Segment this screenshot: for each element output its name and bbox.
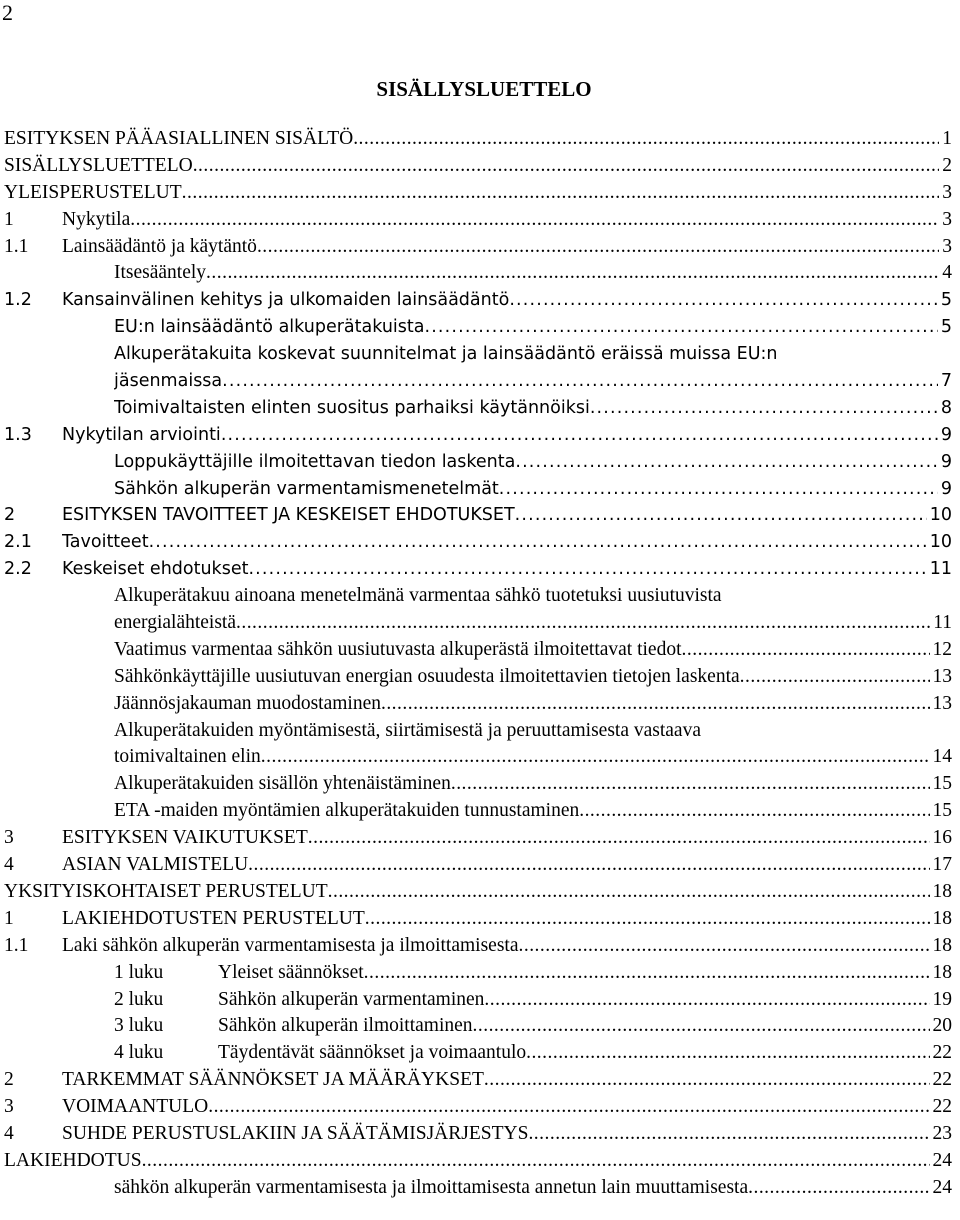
toc-entry-page: 22 [932, 1069, 952, 1091]
toc-entry-page: 18 [932, 880, 952, 902]
toc-entry-title: Vaatimus varmentaa sähkön uusiutuvasta alkuperästä ilmoitettavat tiedot [114, 638, 682, 660]
toc-entry-title: Jäännösjakauman muodostaminen [114, 692, 381, 714]
toc-entry-page: 7 [940, 371, 952, 392]
toc-entry[interactable] [4, 1094, 952, 1121]
toc-leader-dots [451, 771, 930, 798]
toc-entry[interactable] [4, 1175, 952, 1202]
toc-entry-title: Sähkön alkuperän varmentamismenetelmät [114, 478, 499, 499]
toc-entry[interactable] [4, 234, 952, 261]
toc-entry[interactable] [4, 395, 952, 422]
toc-entry-page: 10 [929, 532, 952, 553]
toc-leader-dots [261, 744, 930, 771]
toc-leader-dots [222, 368, 938, 395]
toc-entry-page: 9 [940, 451, 952, 472]
toc-entry-title: Yleiset säännökset [218, 961, 364, 983]
toc-entry-page: 11 [933, 612, 952, 634]
toc-entry-title: ASIAN VALMISTELU [62, 854, 249, 876]
toc-leader-dots [682, 637, 930, 664]
toc-entry-number: 1 luku [114, 961, 164, 983]
toc-entry[interactable] [4, 718, 952, 745]
toc-entry-page: 18 [932, 934, 952, 956]
toc-entry[interactable] [4, 476, 952, 503]
toc-leader-dots [381, 691, 930, 718]
toc-entry-title: ESITYKSEN VAIKUTUKSET [62, 827, 308, 849]
toc-entry-title: Tavoitteet [62, 532, 149, 553]
toc-entry-number: 2 [4, 1069, 14, 1091]
toc-leader-dots [748, 1175, 929, 1202]
toc-entry-title: Loppukäyttäjille ilmoitettavan tiedon laskenta [114, 451, 516, 472]
toc-entry-number: 2 [4, 505, 16, 526]
toc-entry-title: Kansainvälinen kehitys ja ulkomaiden lainsäädäntö [62, 290, 510, 311]
toc-entry[interactable] [4, 180, 952, 207]
toc-entry[interactable] [4, 529, 952, 556]
toc-leader-dots [740, 664, 930, 691]
toc-entry-title: Sähkön alkuperän ilmoittaminen [218, 1015, 473, 1037]
toc-entry-title: Sähkönkäyttäjille uusiutuvan energian osuudesta ilmoitettavien tietojen laskenta [114, 665, 740, 687]
toc-entry-title: jäsenmaissa [114, 371, 223, 392]
toc-leader-dots [590, 395, 938, 422]
toc-entry-page: 19 [932, 988, 952, 1010]
toc-entry-number: 4 [4, 854, 14, 876]
toc-entry-title: Alkuperätakuita koskevat suunnitelmat ja lainsäädäntö eräissä muissa EU:n [114, 344, 778, 365]
toc-entry-page: 13 [932, 665, 952, 687]
toc-entry-title: Keskeiset ehdotukset [62, 559, 249, 580]
toc-entry-page: 3 [942, 181, 952, 203]
toc-leader-dots [257, 234, 939, 261]
toc-entry-page: 24 [932, 1176, 952, 1198]
toc-leader-dots [193, 153, 940, 180]
toc-entry-page: 9 [940, 478, 952, 499]
toc-entry[interactable] [4, 610, 952, 637]
toc-leader-dots [528, 1121, 929, 1148]
toc-entry[interactable] [4, 368, 952, 395]
toc-leader-dots [206, 260, 939, 287]
toc-entry-number: 2.1 [4, 532, 32, 553]
toc-entry-number: 1.3 [4, 424, 32, 445]
toc-entry[interactable] [4, 1013, 952, 1040]
toc-entry[interactable] [4, 153, 952, 180]
toc-entry-title: Nykytilan arviointi [62, 424, 221, 445]
toc-entry[interactable] [4, 449, 952, 476]
toc-entry-page: 20 [932, 1015, 952, 1037]
toc-entry-page: 13 [932, 692, 952, 714]
toc-entry[interactable] [4, 207, 952, 234]
toc-entry-page: 22 [932, 1042, 952, 1064]
toc-entry[interactable] [4, 287, 952, 314]
toc-entry-title: ETA -maiden myöntämien alkuperätakuiden tunnustaminen [114, 800, 580, 822]
toc-leader-dots [308, 825, 930, 852]
toc-leader-dots [221, 422, 938, 449]
toc-entry[interactable] [4, 664, 952, 691]
toc-entry[interactable] [4, 341, 952, 368]
toc-entry-title: Alkuperätakuiden sisällön yhtenäistäminen [114, 773, 451, 795]
toc-entry-number: 3 [4, 827, 14, 849]
toc-entry[interactable] [4, 1067, 952, 1094]
toc-entry-title: YLEISPERUSTELUT [4, 181, 182, 203]
toc-entry-page: 5 [940, 317, 952, 338]
toc-entry-title: Alkuperätakuu ainoana menetelmänä varmentaa sähkö tuotetuksi uusiutuvista [114, 585, 722, 607]
toc-entry[interactable] [4, 126, 952, 153]
toc-entry-page: 1 [942, 128, 952, 149]
toc-title: SISÄLLYSLUETTELO [376, 77, 592, 101]
toc-entry[interactable] [4, 1040, 952, 1067]
toc-entry[interactable] [4, 744, 952, 771]
table-of-contents [4, 126, 952, 1202]
toc-entry-page: 12 [932, 638, 952, 660]
toc-entry[interactable] [4, 422, 952, 449]
toc-entry-page: 17 [932, 854, 952, 876]
page-number: 2 [2, 0, 13, 25]
toc-entry-number: 1.1 [4, 934, 29, 956]
toc-entry-page: 15 [932, 773, 952, 795]
toc-entry-title: Toimivaltaisten elinten suositus parhaiksi käytännöiksi [114, 397, 590, 418]
toc-entry-number: 1.2 [4, 290, 32, 311]
toc-entry-page: 5 [940, 290, 952, 311]
toc-entry-title: energialähteistä [114, 612, 236, 634]
toc-entry[interactable] [4, 1121, 952, 1148]
toc-entry[interactable] [4, 879, 952, 906]
toc-leader-dots [484, 1067, 930, 1094]
toc-entry[interactable] [4, 933, 952, 960]
toc-leader-dots [424, 314, 937, 341]
toc-entry[interactable] [4, 314, 952, 341]
toc-leader-dots [484, 987, 929, 1014]
toc-leader-dots [353, 126, 939, 153]
toc-entry-title: LAKIEHDOTUSTEN PERUSTELUT [62, 907, 365, 929]
toc-entry-title: Alkuperätakuiden myöntämisestä, siirtämisestä ja peruuttamisesta vastaava [114, 719, 701, 741]
toc-entry-title: EU:n lainsäädäntö alkuperätakuista [114, 317, 425, 338]
toc-leader-dots [130, 207, 939, 234]
toc-entry-number: 2 luku [114, 988, 164, 1010]
toc-entry-title: ESITYKSEN PÄÄASIALLINEN SISÄLTÖ [4, 128, 354, 149]
toc-entry-page: 3 [942, 235, 952, 257]
toc-entry-title: TARKEMMAT SÄÄNNÖKSET JA MÄÄRÄYKSET [62, 1069, 484, 1091]
toc-leader-dots [182, 180, 940, 207]
toc-entry-number: 1 [4, 208, 14, 230]
toc-entry-title: VOIMAANTULO [62, 1096, 209, 1118]
toc-entry-page: 8 [940, 397, 952, 418]
toc-entry-page: 9 [940, 424, 952, 445]
toc-entry-page: 24 [932, 1149, 952, 1171]
toc-leader-dots [509, 287, 938, 314]
toc-leader-dots [328, 879, 930, 906]
toc-leader-dots [248, 852, 929, 879]
toc-entry-page: 23 [932, 1122, 952, 1144]
toc-entry-title: Itsesääntely [114, 262, 207, 284]
toc-leader-dots [208, 1094, 929, 1121]
toc-entry-title: ESITYKSEN TAVOITTEET JA KESKEISET EHDOTUKSET [62, 505, 515, 526]
toc-entry-page: 16 [932, 827, 952, 849]
toc-entry-number: 3 luku [114, 1015, 164, 1037]
toc-entry-title: sähkön alkuperän varmentamisesta ja ilmoittamisesta annetun lain muuttamisesta [114, 1176, 749, 1198]
toc-leader-dots [142, 1148, 930, 1175]
toc-entry-title: LAKIEHDOTUS [4, 1149, 142, 1171]
toc-entry-page: 18 [932, 907, 952, 929]
toc-leader-dots [365, 906, 930, 933]
toc-entry-page: 18 [932, 961, 952, 983]
toc-entry[interactable] [4, 987, 952, 1014]
toc-entry-number: 1.1 [4, 235, 29, 257]
toc-leader-dots [499, 476, 938, 503]
toc-entry-title: Nykytila [62, 208, 131, 230]
toc-entry-page: 22 [932, 1096, 952, 1118]
toc-entry-title: YKSITYISKOHTAISET PERUSTELUT [4, 880, 328, 902]
toc-entry[interactable] [4, 1148, 952, 1175]
toc-entry[interactable] [4, 906, 952, 933]
toc-entry-number: 2.2 [4, 559, 32, 580]
toc-entry[interactable] [4, 583, 952, 610]
toc-entry[interactable] [4, 798, 952, 825]
toc-entry-page: 15 [932, 800, 952, 822]
toc-leader-dots [515, 502, 927, 529]
toc-leader-dots [526, 1040, 929, 1067]
toc-leader-dots [364, 960, 930, 987]
toc-entry[interactable] [4, 260, 952, 287]
toc-entry[interactable] [4, 771, 952, 798]
toc-leader-dots [519, 933, 930, 960]
toc-entry-number: 1 [4, 907, 14, 929]
toc-entry-page: 2 [942, 154, 952, 176]
toc-entry-page: 4 [942, 262, 952, 284]
toc-entry-page: 11 [929, 559, 952, 580]
toc-entry-page: 10 [929, 505, 952, 526]
toc-entry-page: 3 [942, 208, 952, 230]
toc-entry-title: toimivaltainen elin [114, 746, 261, 768]
toc-entry[interactable] [4, 502, 952, 529]
toc-entry-title: SISÄLLYSLUETTELO [4, 154, 193, 176]
toc-leader-dots [149, 529, 927, 556]
toc-leader-dots [236, 610, 930, 637]
toc-entry-title: SUHDE PERUSTUSLAKIIN JA SÄÄTÄMISJÄRJESTYS [62, 1122, 529, 1144]
toc-entry[interactable] [4, 825, 952, 852]
toc-entry[interactable] [4, 960, 952, 987]
toc-entry-title: Lainsäädäntö ja käytäntö [62, 235, 257, 257]
toc-entry[interactable] [4, 852, 952, 879]
toc-leader-dots [579, 798, 929, 825]
toc-leader-dots [515, 449, 938, 476]
toc-entry[interactable] [4, 691, 952, 718]
toc-entry-number: 4 luku [114, 1042, 164, 1064]
toc-entry-title: Sähkön alkuperän varmentaminen [218, 988, 485, 1010]
toc-entry-number: 3 [4, 1096, 14, 1118]
toc-leader-dots [473, 1013, 930, 1040]
toc-entry-page: 14 [932, 746, 952, 768]
toc-entry-title: Laki sähkön alkuperän varmentamisesta ja ilmoittamisesta [62, 934, 519, 956]
toc-entry[interactable] [4, 637, 952, 664]
toc-entry-title: Täydentävät säännökset ja voimaantulo [218, 1042, 527, 1064]
toc-entry-number: 4 [4, 1122, 14, 1144]
toc-leader-dots [248, 556, 926, 583]
toc-entry[interactable] [4, 556, 952, 583]
